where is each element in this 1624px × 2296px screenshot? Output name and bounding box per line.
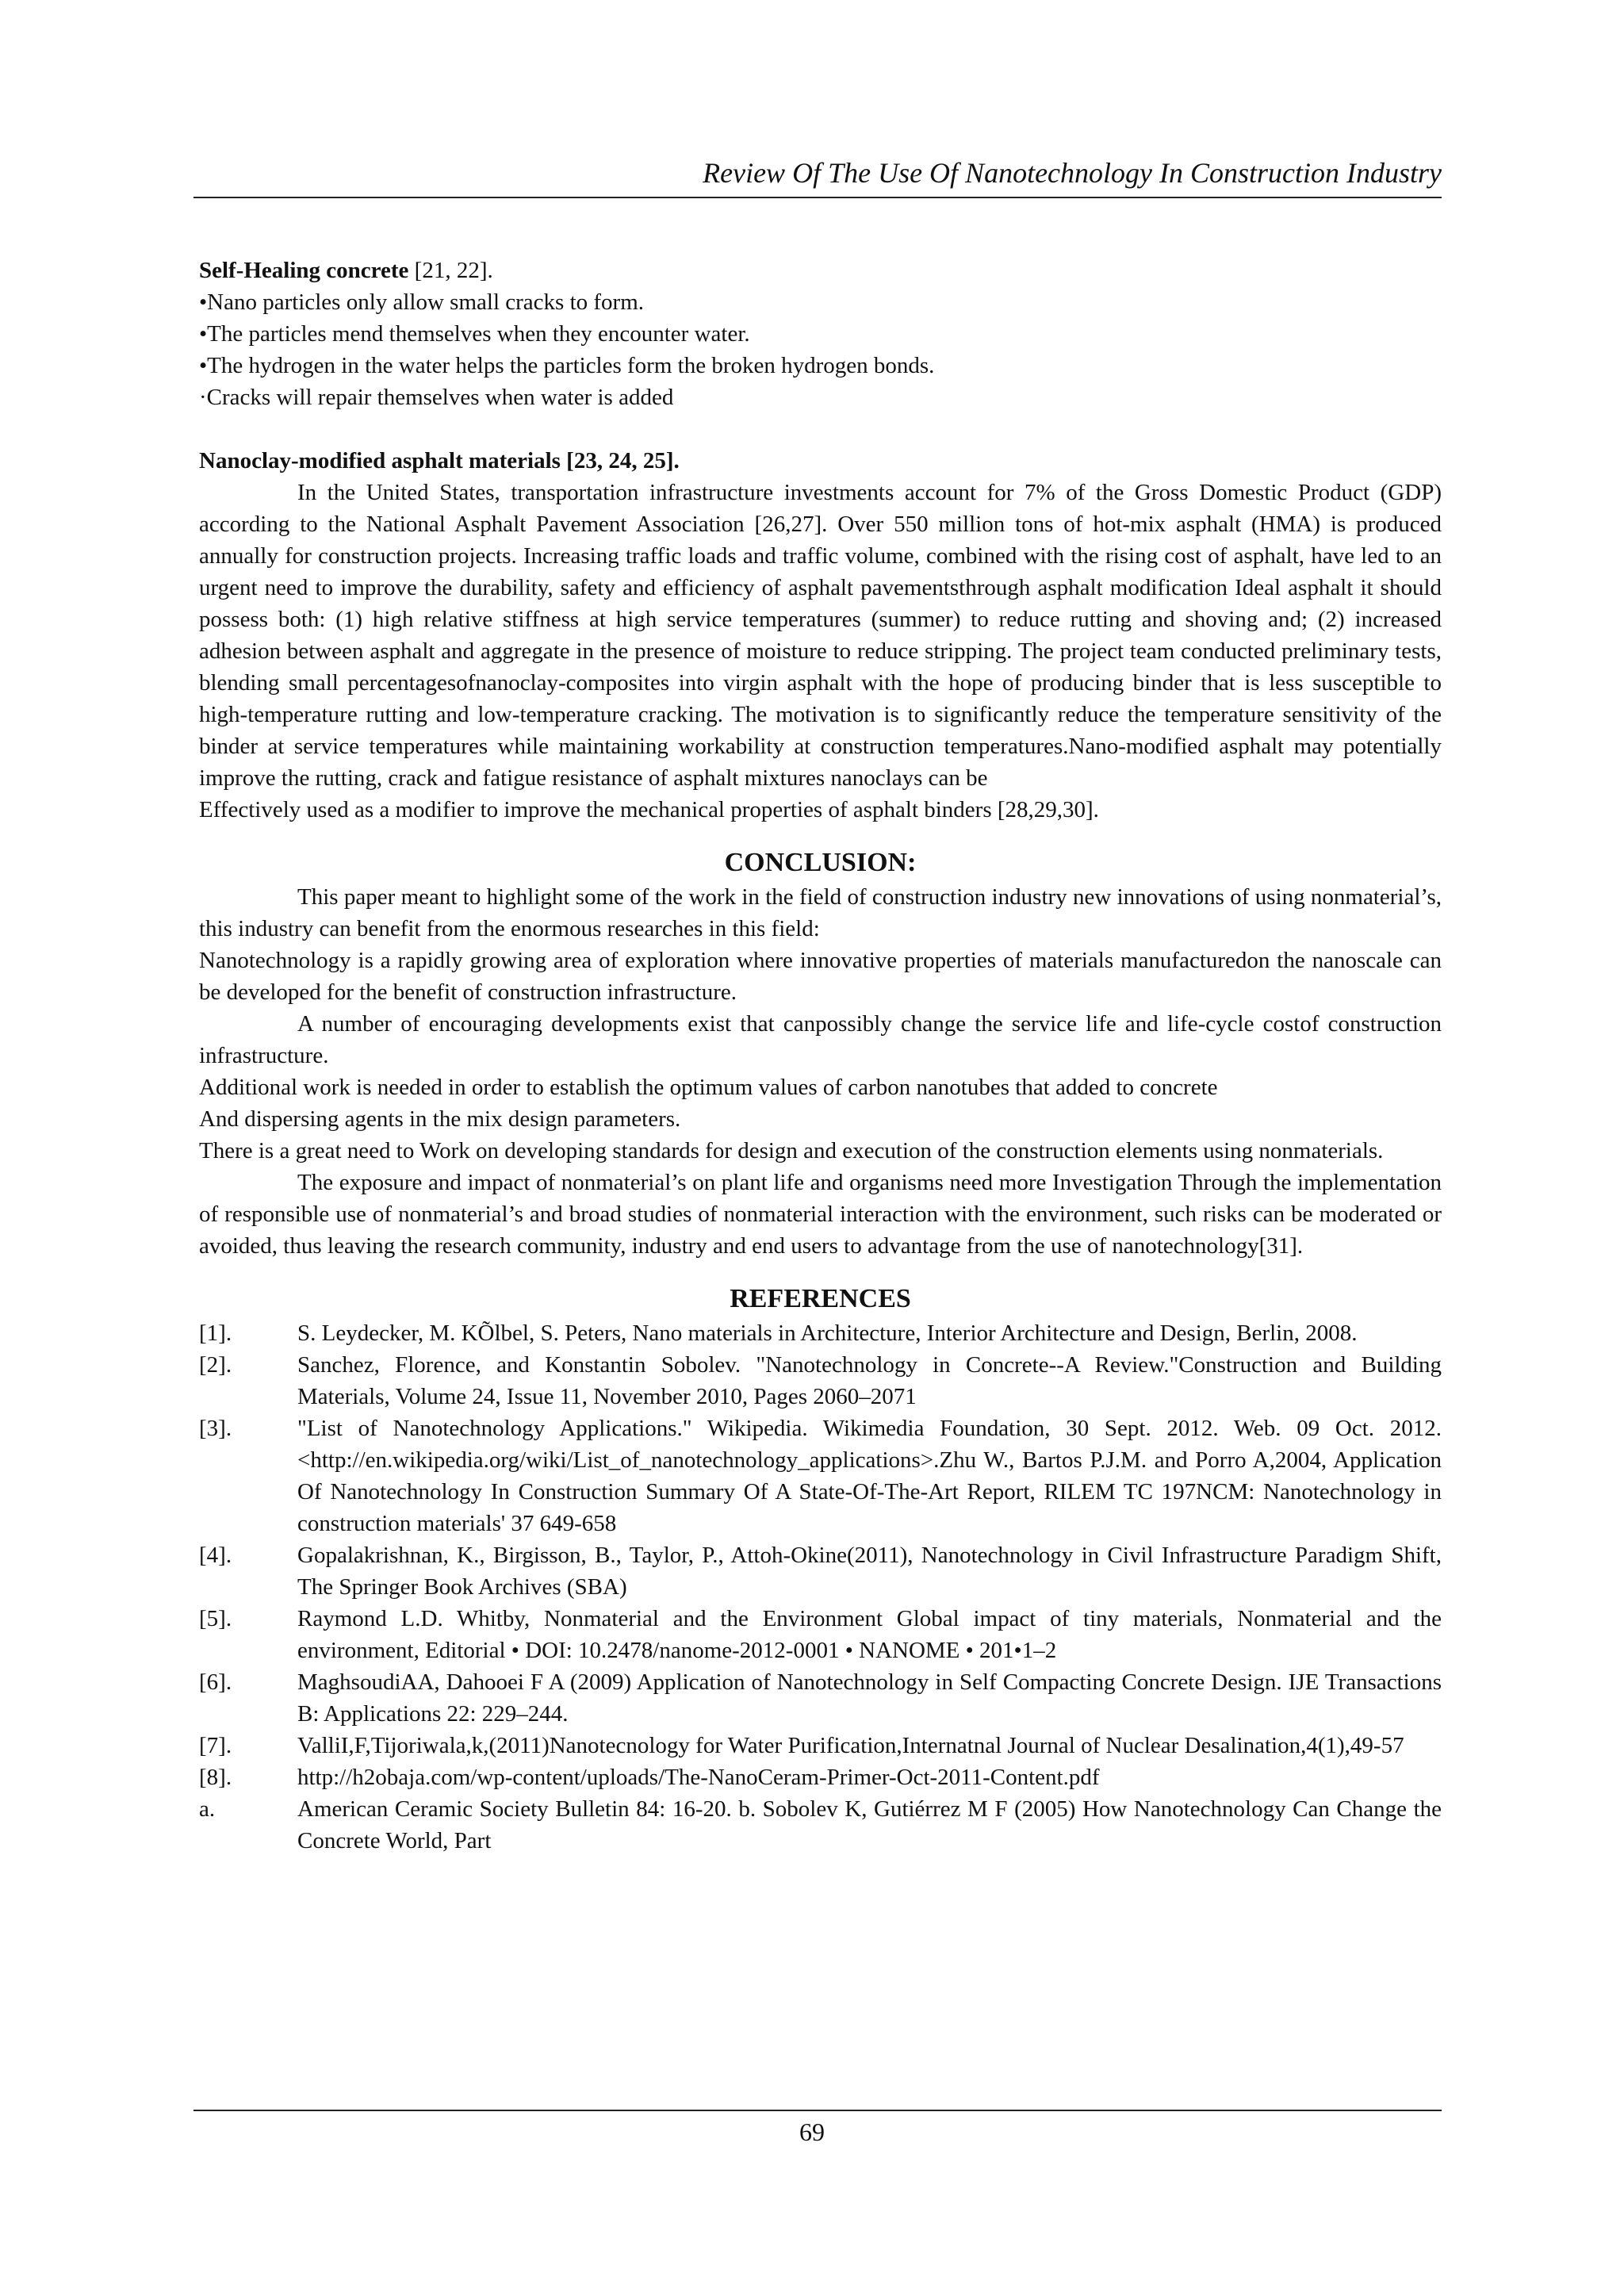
conclusion-paragraph-3: A number of encouraging developments exist that canpossibly change the service life and life-cycle costof construction infrastructure. bbox=[199, 1011, 1442, 1068]
footer-rule bbox=[193, 2110, 1442, 2111]
reference-number: [4]. bbox=[199, 1543, 232, 1568]
reference-number: [8]. bbox=[199, 1765, 232, 1790]
spacer bbox=[199, 413, 1442, 445]
reference-text: http://h2obaja.com/wp-content/uploads/The-NanoCeram-Primer-Oct-2011-Content.pdf bbox=[297, 1765, 1100, 1790]
reference-number: [7]. bbox=[199, 1733, 232, 1758]
body-text bbox=[199, 255, 1442, 1857]
references-heading: REFERENCES bbox=[730, 1284, 911, 1313]
self-healing-title: Self-Healing concrete bbox=[199, 258, 409, 283]
nanoclay-heading: Nanoclay-modified asphalt materials [23, 24, 25]. bbox=[199, 448, 680, 473]
reference-item bbox=[199, 1539, 1442, 1603]
reference-text: ValliI,F,Tijoriwala,k,(2011)Nanotecnology for Water Purification,Internatnal Journal of Nuclear Desalination,4(1),49-57 bbox=[297, 1733, 1404, 1758]
conclusion-heading: CONCLUSION: bbox=[724, 848, 917, 877]
reference-text: Raymond L.D. Whitby, Nonmaterial and the Environment Global impact of tiny materials, Nonmaterial and the environment, Editorial • DOI: 10.2478/nanome-2012-0001 • NANOME • 201•1–2 bbox=[297, 1606, 1442, 1663]
reference-text: S. Leydecker, M. KÕlbel, S. Peters, Nano materials in Architecture, Interior Architecture and Design, Berlin, 2008. bbox=[297, 1320, 1358, 1346]
reference-text: American Ceramic Society Bulletin 84: 16-20. b. Sobolev K, Gutiérrez M F (2005) How Nanotechnology Can Change the Concrete World, Part bbox=[297, 1796, 1442, 1853]
reference-number: [5]. bbox=[199, 1606, 232, 1631]
reference-number: a. bbox=[199, 1796, 216, 1822]
reference-number: [2]. bbox=[199, 1352, 232, 1378]
reference-number: [1]. bbox=[199, 1320, 232, 1346]
conclusion-paragraph-5: And dispersing agents in the mix design parameters. bbox=[199, 1106, 681, 1132]
conclusion-paragraph-1: This paper meant to highlight some of the work in the field of construction industry new innovations of using nonmaterial’s, this industry can benefit from the enormous researches in this field: bbox=[199, 884, 1442, 941]
bullet-item: ·Cracks will repair themselves when water is added bbox=[199, 385, 674, 410]
nanoclay-paragraph-2: Effectively used as a modifier to improve the mechanical properties of asphalt binders [28,29,30]. bbox=[199, 797, 1099, 822]
running-header: Review Of The Use Of Nanotechnology In Construction Industry bbox=[703, 157, 1442, 189]
reference-text: MaghsoudiAA, Dahooei F A (2009) Application of Nanotechnology in Self Compacting Concrete Design. IJE Transactions B: Applications 22: 229–244. bbox=[297, 1669, 1442, 1727]
reference-number: [6]. bbox=[199, 1669, 232, 1695]
reference-text: "List of Nanotechnology Applications." Wikipedia. Wikimedia Foundation, 30 Sept. 2012. Web. 09 Oct. 2012. <http://en.wikipedia.org/wiki/List_of_nanotechnology_applications>.Zhu W., Bartos P.J.M. and Porro A,2004, Application Of Nanotechnology In Construction Summary Of A State-Of-The-Art Report, RILEM TC 197NCM: Nanotechnology in construction materials' 37 649-658 bbox=[297, 1416, 1442, 1536]
reference-item bbox=[199, 1793, 1442, 1857]
reference-item bbox=[199, 1730, 1442, 1761]
reference-item bbox=[199, 1603, 1442, 1666]
page-number: 69 bbox=[799, 2118, 825, 2146]
bullet-item: •The particles mend themselves when they encounter water. bbox=[199, 321, 750, 347]
bullet-item: •Nano particles only allow small cracks to form. bbox=[199, 289, 644, 315]
reference-text: Gopalakrishnan, K., Birgisson, B., Taylor, P., Attoh-Okine(2011), Nanotechnology in Civil Infrastructure Paradigm Shift, The Springer Book Archives (SBA) bbox=[297, 1543, 1442, 1600]
conclusion-paragraph-2: Nanotechnology is a rapidly growing area of exploration where innovative properties of materials manufacturedon the nanoscale can be developed for the benefit of construction infrastructure. bbox=[199, 948, 1442, 1005]
nanoclay-paragraph: In the United States, transportation infrastructure investments account for 7% of the Gross Domestic Product (GDP) according to the National Asphalt Pavement Association [26,27]. Over 550 million tons of hot-mix asphalt (HMA) is produced annually for construction projects. Increasing traffic loads and traffic volume, combined with the rising cost of asphalt, have led to an urgent need to improve the durability, safety and efficiency of asphalt pavementsthrough asphalt modification Ideal asphalt it should possess both: (1) high relative stiffness at high service temperatures (summer) to reduce rutting and shoving and; (2) increased adhesion between asphalt and aggregate in the presence of moisture to reduce stripping. The project team conducted preliminary tests, blending small percentagesofnanoclay-composites into virgin asphalt with the hope of producing binder that is less susceptible to high-temperature rutting and low-temperature cracking. The motivation is to significantly reduce the temperature sensitivity of the binder at service temperatures while maintaining workability at construction temperatures.Nano-modified asphalt may potentially improve the rutting, crack and fatigue resistance of asphalt mixtures nanoclays can be bbox=[199, 480, 1442, 791]
reference-number: [3]. bbox=[199, 1416, 232, 1441]
reference-item bbox=[199, 1349, 1442, 1412]
bullet-item: •The hydrogen in the water helps the particles form the broken hydrogen bonds. bbox=[199, 353, 935, 378]
conclusion-paragraph-7: The exposure and impact of nonmaterial’s on plant life and organisms need more Investigation Through the implementation of responsible use of nonmaterial’s and broad studies of nonmaterial interaction with the environment, such risks can be moderated or avoided, thus leaving the research community, industry and end users to advantage from the use of nanotechnology[31]. bbox=[199, 1170, 1442, 1259]
reference-item bbox=[199, 1666, 1442, 1730]
reference-list bbox=[199, 1317, 1442, 1857]
header-rule bbox=[193, 197, 1442, 198]
reference-item bbox=[199, 1317, 1442, 1349]
self-healing-heading bbox=[199, 255, 1442, 286]
self-healing-cite: [21, 22]. bbox=[408, 258, 493, 283]
reference-item bbox=[199, 1412, 1442, 1539]
conclusion-paragraph-6: There is a great need to Work on developing standards for design and execution of the construction elements using nonmaterials. bbox=[199, 1138, 1384, 1163]
conclusion-paragraph-4: Additional work is needed in order to establish the optimum values of carbon nanotubes that added to concrete bbox=[199, 1075, 1218, 1100]
reference-text: Sanchez, Florence, and Konstantin Sobolev. "Nanotechnology in Concrete--A Review."Construction and Building Materials, Volume 24, Issue 11, November 2010, Pages 2060–2071 bbox=[297, 1352, 1442, 1409]
reference-item bbox=[199, 1761, 1442, 1793]
